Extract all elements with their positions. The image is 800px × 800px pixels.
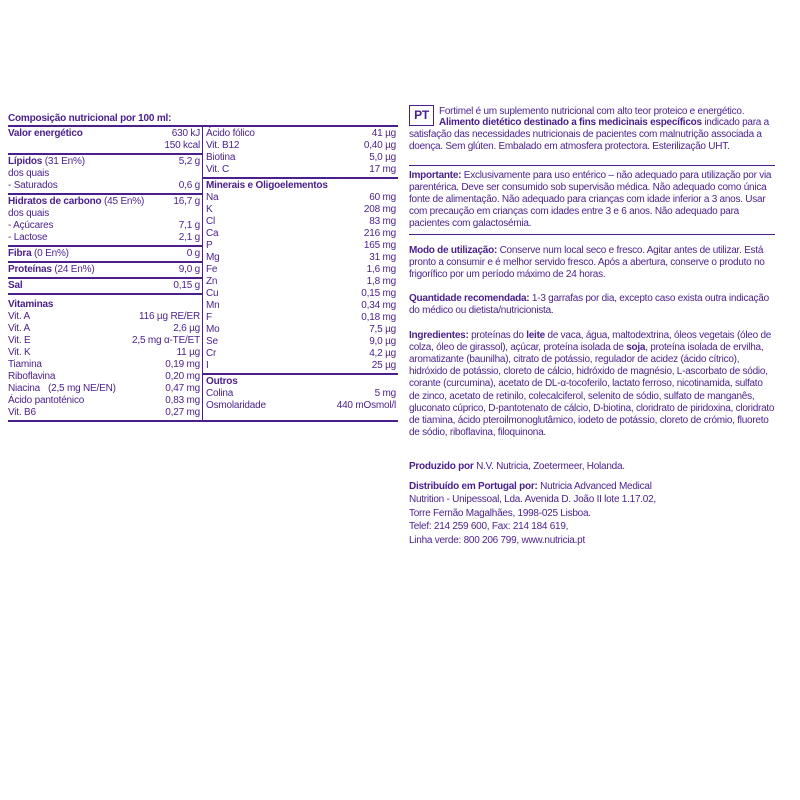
minerals-section (203, 179, 398, 373)
distribuido-line3: Torre Fernão Magalhães, 1998-025 Lisboa. (409, 507, 591, 519)
row-value: 0,15 mg (361, 288, 396, 299)
others-section (203, 373, 398, 413)
row-label: Colina (206, 388, 234, 399)
row-value: 2,5 mg α-TE/ET (132, 335, 200, 346)
carbs-value: 16,7 g (173, 196, 200, 207)
row-value: 216 mg (363, 228, 396, 239)
distribuido-block (409, 480, 775, 548)
row-label: Se (206, 336, 218, 347)
row-value: 116 µg RE/ER (139, 311, 200, 322)
energy-kcal: 150 kcal (164, 140, 200, 151)
salt-label: Sal (8, 280, 23, 291)
fibre-section (8, 247, 202, 263)
fibre-value: 0 g (186, 248, 200, 259)
lipids-section (8, 155, 202, 195)
row-label: Vit. C (206, 164, 230, 175)
row-label: Cl (206, 216, 216, 227)
table-row (206, 152, 396, 164)
energy-section (8, 127, 202, 155)
table-row (8, 407, 200, 419)
produzido-text: N.V. Nutricia, Zoetermeer, Holanda. (476, 461, 625, 473)
row-value: 0,19 mg (165, 359, 200, 370)
table-row (206, 276, 396, 288)
row-label: K (206, 204, 213, 215)
table-row (8, 196, 200, 208)
others-header: Outros (206, 376, 238, 387)
protein-value: 9,0 g (178, 264, 200, 275)
distribuido-line5: Linha verde: 800 206 799, www.nutricia.pt (409, 534, 585, 546)
modo-block (409, 245, 775, 282)
salt-section (8, 279, 202, 295)
fibre-note: (0 En%) (34, 248, 69, 259)
intro-text: Fortimel é um suplemento nutricional com alto teor proteico e energético. (439, 106, 745, 117)
table-row (206, 388, 396, 400)
nutrition-column-right (203, 127, 398, 420)
table-row (8, 220, 200, 232)
table-row (8, 311, 200, 323)
row-label: Vit. E (8, 335, 31, 346)
table-row (206, 288, 396, 300)
protein-section (8, 263, 202, 279)
row-value: 2,6 µg (173, 323, 200, 334)
row-value: 1,6 mg (366, 264, 396, 275)
table-row (8, 359, 200, 371)
row-value: 31 mg (369, 252, 396, 263)
row-label: Na (206, 192, 219, 203)
ingredientes-block (409, 330, 775, 440)
lipids-sub-label: dos quais (8, 168, 50, 179)
row-value: 165 mg (363, 240, 396, 251)
distribuido-line2: Nutrition - Unipessoal, Lda. Avenida D. João II lote 1.17.02, (409, 494, 656, 506)
saturated-value: 0,6 g (178, 180, 200, 191)
modo-label: Modo de utilização: (409, 244, 498, 256)
carbs-section (8, 195, 202, 247)
row-value: 83 mg (369, 216, 396, 227)
row-label: Ácido pantoténico (8, 395, 85, 406)
importante-block (409, 165, 775, 235)
lactose-label: - Lactose (8, 232, 48, 243)
row-label: Cr (206, 348, 217, 359)
info-panel (409, 104, 775, 547)
vitamins-list (8, 311, 200, 419)
distribuido-line1: Nutricia Advanced Medical (540, 480, 652, 492)
table-row (206, 204, 396, 216)
table-row (206, 360, 396, 372)
ingredientes-label: Ingredientes: (409, 329, 469, 341)
carbs-label: Hidratos de carbono (8, 196, 102, 207)
minerals-header: Minerais e Oligoelementos (206, 180, 328, 191)
intro-bold: Alimento dietético destinado a fins medicinais específicos (439, 117, 702, 128)
carbs-note: (45 En%) (104, 196, 145, 207)
row-value: 60 mg (369, 192, 396, 203)
intro-rest: indicado para a satisfação das necessidades nutricionais de pacientes com malnutrição associada a doença. Sem glúten. Embalado em atmosfera protectora. Esterilização UHT. (409, 117, 769, 153)
table-row (8, 248, 200, 260)
row-value: 41 µg (371, 128, 396, 139)
nutrition-title: Composição nutricional por 100 ml: (8, 113, 172, 124)
row-value: 0,47 mg (165, 383, 200, 394)
importante-text: Exclusivamente para uso entérico – não adequado para utilização por via parentérica. Deve ser consumido sob supervisão médica. Não adequado como única fonte de alimentação. Não adequado para crianças com idade inferior a 3 anos. Usar com precaução em crianças com idades entre 3 e 6 anos. Não adequado para pacientes com galactosémia. (409, 169, 772, 230)
produzido-block (409, 461, 775, 473)
row-value: 0,27 mg (165, 407, 200, 418)
table-row (206, 192, 396, 204)
table-row (206, 240, 396, 252)
row-label: Vit. B6 (8, 407, 36, 418)
table-row (8, 180, 200, 192)
table-row (8, 371, 200, 383)
table-row (8, 383, 200, 395)
row-label: Vit. B12 (206, 140, 240, 151)
ingredientes-a: proteínas do (471, 329, 524, 341)
table-row (206, 252, 396, 264)
row-value: 25 µg (371, 360, 396, 371)
row-note: (2,5 mg NE/EN) (47, 383, 116, 394)
row-value: 9,0 µg (369, 336, 396, 347)
row-value: 4,2 µg (369, 348, 396, 359)
vitamins-right-list (206, 128, 396, 176)
produzido-label: Produzido por (409, 461, 474, 473)
table-row (206, 312, 396, 324)
row-label: Tiamina (8, 359, 42, 370)
table-row (206, 128, 396, 140)
row-value: 5,0 µg (369, 152, 396, 163)
row-label: P (206, 240, 213, 251)
table-row (8, 156, 200, 168)
vitamins-right-section (203, 127, 398, 179)
distribuido-line4: Telef: 214 259 600, Fax: 214 184 619, (409, 521, 569, 533)
distribuido-label: Distribuído em Portugal por: (409, 480, 538, 492)
ingredientes-leite: leite (526, 329, 545, 341)
ingredientes-soja: soja (626, 341, 646, 353)
row-value: 1,8 mg (366, 276, 396, 287)
lipids-note: (31 En%) (44, 156, 85, 167)
row-label: Mg (206, 252, 220, 263)
row-label: Vit. A (8, 311, 30, 322)
nutrition-column-left (8, 127, 203, 420)
lactose-value: 2,1 g (178, 232, 200, 243)
modo-text: Conserve num local seco e fresco. Agitar antes de utilizar. Está pronto a consumir e é melhor servido fresco. Após a abertura, conserve o produto no frigorífico por um período máximo de 24 horas. (409, 244, 765, 281)
table-row (8, 208, 200, 220)
quantidade-block (409, 293, 775, 317)
table-row (8, 323, 200, 335)
energy-kj: 630 kJ (171, 128, 200, 139)
row-label: F (206, 312, 212, 323)
table-row (206, 228, 396, 240)
table-row (206, 336, 396, 348)
others-list (206, 388, 396, 412)
table-row (8, 140, 200, 152)
sugars-value: 7,1 g (178, 220, 200, 231)
row-value: 17 mg (369, 164, 396, 175)
table-row (8, 335, 200, 347)
row-label: Zn (206, 276, 218, 287)
protein-note: (24 En%) (54, 264, 95, 275)
row-value: 208 mg (363, 204, 396, 215)
row-value: 11 µg (176, 347, 200, 358)
row-value: 0,20 mg (165, 371, 200, 382)
row-label: Riboflavina (8, 371, 56, 382)
protein-label: Proteínas (8, 264, 52, 275)
row-value: 0,83 mg (165, 395, 200, 406)
language-badge: PT (409, 105, 434, 126)
row-value: 0,40 µg (363, 140, 396, 151)
table-row (8, 128, 200, 140)
table-row (206, 164, 396, 176)
row-value: 440 mOsmol/l (336, 400, 396, 411)
row-value: 7,5 µg (369, 324, 396, 335)
vitamins-header: Vitaminas (8, 299, 54, 310)
salt-value: 0,15 g (173, 280, 200, 291)
table-row (206, 348, 396, 360)
lipids-value: 5,2 g (178, 156, 200, 167)
sugars-label: - Açúcares (8, 220, 54, 231)
nutrition-panel (8, 112, 398, 422)
row-label: Mn (206, 300, 220, 311)
row-label: Ácido fólico (206, 128, 255, 139)
row-label: Ca (206, 228, 219, 239)
row-value: 0,34 mg (361, 300, 396, 311)
importante-label: Importante: (409, 169, 462, 181)
vitamins-section (8, 295, 202, 420)
energy-label: Valor energético (8, 128, 83, 139)
row-label: Vit. A (8, 323, 30, 334)
saturated-label: - Saturados (8, 180, 58, 191)
table-row (206, 140, 396, 152)
table-row (8, 232, 200, 244)
lipids-label: Lípidos (8, 156, 43, 167)
row-label: Mo (206, 324, 220, 335)
table-row (206, 400, 396, 412)
table-row (206, 324, 396, 336)
table-row (8, 347, 200, 359)
table-row (206, 264, 396, 276)
table-row (8, 264, 200, 276)
row-value: 5 mg (374, 388, 396, 399)
row-label: Biotina (206, 152, 236, 163)
carbs-sub-label: dos quais (8, 208, 50, 219)
table-row (8, 280, 200, 292)
row-label: I (206, 360, 209, 371)
row-label: Vit. K (8, 347, 31, 358)
nutrition-table (8, 125, 398, 422)
table-row (206, 300, 396, 312)
fibre-label: Fibra (8, 248, 32, 259)
row-label: Fe (206, 264, 218, 275)
ingredientes-c: , proteína isolada de ervilha, aromatizante (baunilha), citrato de potássio, regulador de acidez (ácido cítrico), hidróxido de potássio, cloreto de cálcio, hidróxido de magnésio, L-ascorbato de sódio, corante (curcumina), acetato de DL-α-tocoferilo, lactato ferroso, nicotinamida, sulfato de zinco, acetato de retinilo, colecalciferol, selenito de sódio, sulfato de manganês, gluconato cúprico, D-pantotenato de cálcio, D-biotina, cloridrato de piridoxina, cloridrato de tiamina, ácido pteroilmonoglutâmico, iodeto de potássio, cloreto de crómio, fluoreto de sódio, riboflavina, filoquinona. (409, 341, 775, 439)
row-label: Osmolaridade (206, 400, 266, 411)
minerals-list (206, 192, 396, 372)
ingredientes-b: de vaca, água, maltodextrina, óleos vegetais (óleo de colza, óleo de girassol), açúcar, proteína isolada de (409, 329, 772, 353)
row-label: Niacina (2,5 mg NE/EN) (8, 383, 116, 394)
table-row (206, 216, 396, 228)
table-row (8, 168, 200, 180)
table-row (8, 395, 200, 407)
row-label: Cu (206, 288, 219, 299)
quantidade-label: Quantidade recomendada: (409, 293, 530, 305)
row-value: 0,18 mg (361, 312, 396, 323)
quantidade-text: 1-3 garrafas por dia, excepto caso exista outra indicação do médico ou dietista/nutricionista. (409, 293, 769, 317)
